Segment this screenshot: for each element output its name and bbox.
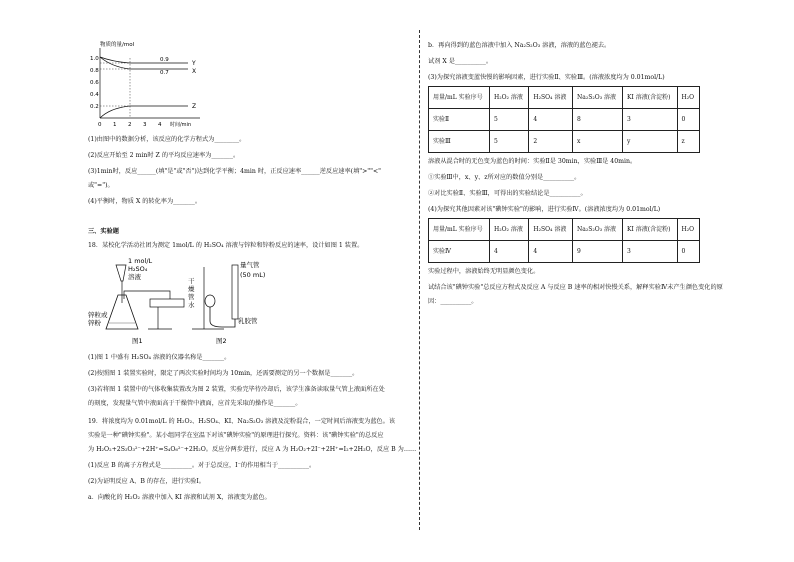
question-4: (4)平衡时，物质 X 的转化率为_______。 (88, 198, 202, 205)
table-cell: 实验Ⅲ (429, 131, 490, 153)
curve-z (100, 106, 188, 118)
table-header-cell: H₂O₂ 溶液 (489, 87, 528, 109)
table-row (429, 131, 700, 153)
rubber-tube-label: 乳胶管 (238, 317, 258, 325)
table-header-cell: H₂O₂ 溶液 (489, 219, 528, 241)
label-z: Z (192, 103, 197, 110)
dry-tube-char-3: 管 (188, 293, 195, 301)
zinc-label-1: 锌粒或 (88, 311, 108, 319)
gas-burette (232, 265, 238, 319)
table-header-row (429, 219, 700, 241)
table-cell: 0 (677, 109, 699, 131)
question-1: (1)由图中的数据分析，该反应的化学方程式为________。 (88, 136, 246, 143)
table-header-cell: Na₂S₂O₃ 溶液 (573, 219, 623, 241)
chart-ylabel: 物质的量/mol (100, 42, 135, 48)
table-header-cell: H₂SO₄ 溶液 (529, 219, 573, 241)
observation: 实验过程中，溶液始终无明显颜色变化。 (428, 268, 540, 275)
reagent-x: 试剂 X 是__________。 (428, 58, 493, 65)
separatory-funnel (116, 265, 126, 281)
table-header-cell: H₂O (677, 219, 699, 241)
table-cell: 8 (573, 109, 623, 131)
label-y-value: 0.9 (160, 57, 169, 63)
question-3-right: (3)为探究溶液变蓝快慢的影响因素，进行实验Ⅱ、实验Ⅲ。(溶液浓度均为 0.01mol/L) (428, 74, 665, 81)
label-x: X (192, 68, 197, 75)
table-cell: 0 (677, 241, 699, 263)
experiment-table-1 (428, 86, 700, 153)
label-x-value: 0.7 (160, 70, 169, 76)
explain-line-2: 因：__________。 (428, 298, 478, 305)
ytick-5: 0.2 (90, 104, 99, 110)
chart-svg (88, 38, 208, 130)
table-header-cell: 用量/mL 实验序号 (429, 87, 490, 109)
acid-label-2: H₂SO₄ (128, 265, 148, 273)
xtick-3: 3 (143, 122, 147, 128)
table-header-cell: KI 溶液(含淀粉) (622, 219, 677, 241)
table-cell: x (573, 131, 623, 153)
question-4-right: (4)为探究其他因素对该"碘钟实验"的影响，进行实验Ⅳ。(溶液浓度均为 0.01mol/L) (428, 206, 661, 213)
rubber-tube (210, 307, 235, 327)
dry-tube-char-4: 水 (188, 301, 195, 309)
question-18-3-line2: 的刻度，发现量气管中液面高于干燥管中液面，应首先采取的操作是_______。 (88, 400, 302, 407)
question-18-2: (2)按照图 1 装置实验时，限定了两次实验时间均为 10min，还需要测定的另一个数据是_______。 (88, 370, 359, 377)
table-header-cell: H₂SO₄ 溶液 (529, 87, 573, 109)
table-cell: 5 (489, 109, 528, 131)
table-cell: 4 (489, 241, 528, 263)
burette-label-2: (50 mL) (240, 271, 266, 279)
problem-19-line3: 为 H₂O₂+2S₂O₃²⁻+2H⁺=S₄O₆²⁻+2H₂O。反应分两步进行，反应 A 为 H₂O₂+2I⁻+2H⁺=I₂+2H₂O，反应 B 为…… (88, 446, 417, 453)
table-cell: y (622, 131, 677, 153)
table-cell: 3 (622, 109, 677, 131)
label-y: Y (192, 60, 196, 67)
table-cell: 5 (489, 131, 528, 153)
table-cell: 3 (622, 241, 677, 263)
question-2: (2)反应开始至 2 min时 Z 的平均反应速率为_______。 (88, 152, 240, 159)
mole-time-chart (88, 38, 208, 130)
experiment-table-2 (428, 218, 700, 263)
question-3-line2: 或"=")。 (88, 182, 114, 189)
zinc-label-2: 锌粉 (88, 319, 101, 327)
acid-label-3: 溶液 (128, 273, 141, 281)
section-title: 三、实验题 (88, 228, 119, 235)
question-3-line1: (3)1min时，反应______(填"是"或"否")达到化学平衡；4min 时，正反应速率______逆反应速率(填">""<" (88, 168, 382, 175)
ytick-2: 0.8 (90, 68, 99, 74)
table-row (429, 109, 700, 131)
table-cell: 实验Ⅳ (429, 241, 490, 263)
step-b: b．再向得到的蓝色溶液中加入 Na₂S₂O₃ 溶液，溶液的蓝色褪去。 (428, 42, 611, 49)
ytick-3: 0.6 (90, 80, 99, 86)
figure-1-label: 图1 (132, 337, 143, 345)
table-header-row (429, 87, 700, 109)
ytick-1: 1.0 (90, 56, 99, 62)
result-line-2: ①实验Ⅲ中，x、y、z所对应的数值分别是__________。 (428, 174, 581, 181)
table-header-cell: 用量/mL 实验序号 (429, 219, 490, 241)
table-cell: 4 (529, 109, 573, 131)
result-line-3: ②对比实验Ⅱ、实验Ⅲ，可得出的实验结论是__________。 (428, 190, 587, 197)
problem-19-line1: 19．将浓度均为 0.01mol/L 的 H₂O₂、H₂SO₄、KI、Na₂S₂O₃ 溶液及淀粉混合，一定时间后溶液变为蓝色。该 (88, 418, 396, 425)
dry-tube-char-1: 干 (188, 277, 195, 285)
xtick-0: 0 (98, 122, 102, 128)
dry-tube-char-2: 燥 (188, 285, 195, 293)
table-cell: 实验Ⅱ (429, 109, 490, 131)
question-19-a: a．向酸化的 H₂O₂ 溶液中加入 KI 溶液和试剂 X，溶液变为蓝色。 (88, 494, 271, 501)
explain-line-1: 试结合该"碘钟实验"总反应方程式及反应 A 与反应 B 速率的相对快慢关系，解释实验Ⅳ未产生颜色变化的原 (428, 284, 723, 291)
column-divider (419, 30, 420, 530)
chart-xlabel: 时间/min (170, 122, 192, 128)
delivery-tube (124, 291, 170, 299)
question-18-3-line1: (3)若将图 1 装置中的气体收集装置改为图 2 装置，实验完毕待冷却后，该学生准备读取量气管上液面所在处 (88, 386, 385, 393)
problem-18-intro: 18．某校化学活动社团为测定 1mol/L 的 H₂SO₄ 溶液与锌粒和锌粉反应的速率，设计如图 1 装置。 (88, 242, 364, 249)
result-line-1: 溶液从混合时的无色变为蓝色的时间：实验Ⅱ是 30min，实验Ⅲ是 40min。 (428, 158, 637, 165)
question-19-1: (1)反应 B 的离子方程式是__________。对于总反应，I⁻的作用相当于__________。 (88, 462, 316, 469)
curve-y (100, 57, 188, 63)
table-cell: 9 (573, 241, 623, 263)
ytick-4: 0.4 (90, 92, 99, 98)
table-cell: 2 (529, 131, 573, 153)
gas-syringe (150, 299, 184, 307)
table-row (429, 241, 700, 263)
question-19-2: (2)为证明反应 A、B 的存在，进行实验Ⅰ。 (88, 478, 205, 485)
table-header-cell: Na₂S₂O₃ 溶液 (573, 87, 623, 109)
apparatus-figure (88, 255, 268, 347)
table-header-cell: H₂O (677, 87, 699, 109)
problem-19-line2: 实验是一种"碘钟实验"。某小组同学在室温下对该"碘钟实验"的原理进行探究。资料：该"碘钟实验"的总反应 (88, 432, 384, 439)
table-header-cell: KI 溶液(含淀粉) (622, 87, 677, 109)
xtick-4: 4 (158, 122, 162, 128)
figure-2-label: 图2 (216, 337, 227, 345)
drying-tube (205, 295, 215, 307)
question-18-1: (1)图 1 中盛有 H₂SO₄ 溶液的仪器名称是_______。 (88, 354, 231, 361)
xtick-1: 1 (113, 122, 117, 128)
table-cell: z (677, 131, 699, 153)
burette-label-1: 量气管 (240, 261, 260, 269)
table-cell: 4 (529, 241, 573, 263)
xtick-2: 2 (128, 122, 132, 128)
apparatus-svg (88, 255, 268, 347)
acid-label-1: 1 mol/L (128, 257, 153, 265)
